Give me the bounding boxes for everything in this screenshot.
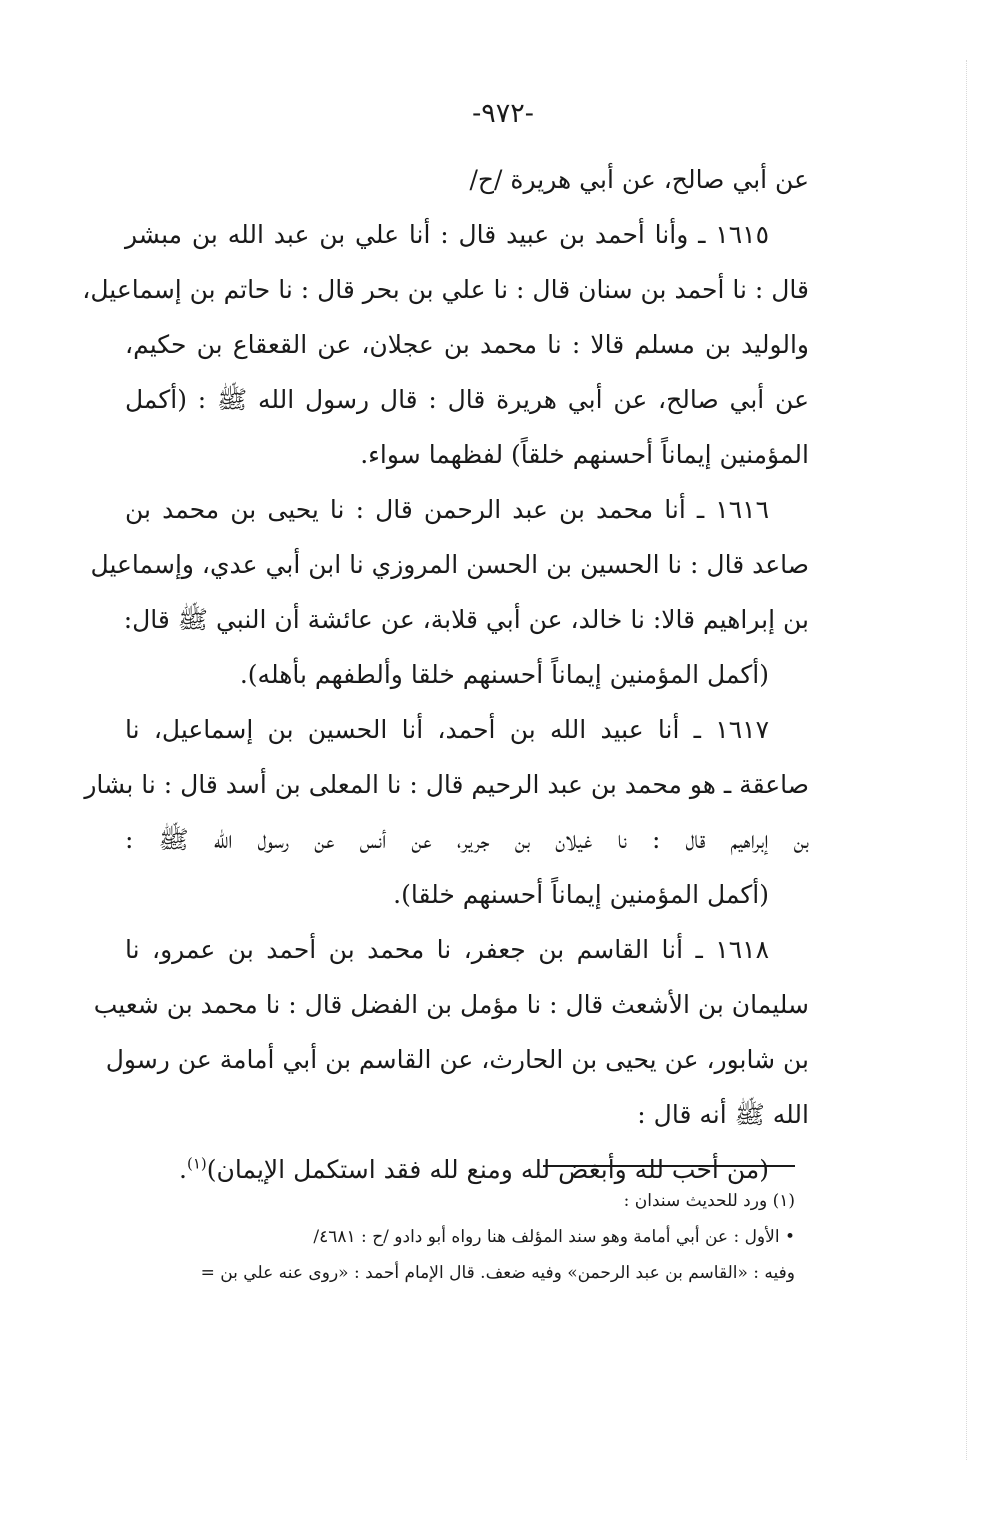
- text-line: صاعد قال : نا الحسين بن الحسن المروزي نا ابن أبي عدي، وإسماعيل: [90, 550, 809, 579]
- footnotes: [95, 1183, 795, 1291]
- hadith-1617-line: ١٦١٧ ـ أنا عبيد الله بن أحمد، أنا الحسين بن إسماعيل، نا: [125, 715, 769, 744]
- text-line: الله ﷺ أنه قال :: [637, 1100, 809, 1129]
- text-line: والوليد بن مسلم قالا : نا محمد بن عجلان، عن القعقاع بن حكيم،: [125, 330, 809, 359]
- hadith-1616-line: ١٦١٦ ـ أنا محمد بن عبد الرحمن قال : نا يحيى بن محمد بن: [125, 495, 769, 524]
- scan-edge-line: [966, 60, 967, 1460]
- text-line: عن أبي صالح، عن أبي هريرة قال : قال رسول الله ﷺ : (أكمل: [125, 385, 809, 414]
- main-text: [82, 152, 809, 1197]
- hadith-1618-line: ١٦١٨ ـ أنا القاسم بن جعفر، نا محمد بن أحمد بن عمرو، نا: [125, 935, 769, 964]
- text-line: بن إبراهيم قالا: نا خالد، عن أبي قلابة، عن عائشة أن النبي ﷺ قال:: [123, 605, 809, 634]
- hadith-quote: (أكمل المؤمنين إيماناً أحسنهم خلقا وألطفهم بأهله).: [239, 660, 769, 689]
- text-line: بن شابور، عن يحيى بن الحارث، عن القاسم بن أبي أمامة عن رسول: [105, 1045, 809, 1074]
- text-line: قال : نا أحمد بن سنان قال : نا علي بن بحر قال : نا حاتم بن إسماعيل،: [82, 275, 809, 304]
- text-line: المؤمنين إيماناً أحسنهم خلقاً) لفظهما سواء.: [360, 440, 809, 469]
- text-line: صاعقة ـ هو محمد بن عبد الرحيم قال : نا المعلى بن أسد قال : نا بشار: [84, 770, 809, 799]
- footnote-line: (١) ورد للحديث سندان :: [623, 1191, 795, 1211]
- quote-text: (من أحب لله وأبغض لله ومنع لله فقد استكمل الإيمان): [206, 1155, 769, 1184]
- final-period: .: [179, 1155, 187, 1184]
- footnote-marker: (١): [187, 1154, 207, 1173]
- hadith-quote: (أكمل المؤمنين إيماناً أحسنهم خلقا).: [393, 880, 769, 909]
- footnote-line: وفيه : «القاسم بن عبد الرحمن» وفيه ضعف. قال الإمام أحمد : «روى عنه علي بن =: [200, 1263, 795, 1283]
- text-line: سليمان بن الأشعث قال : نا مؤمل بن الفضل قال : نا محمد بن شعيب: [93, 990, 809, 1019]
- footnote-divider: [543, 1165, 795, 1167]
- hadith-1615-line: ١٦١٥ ـ وأنا أحمد بن عبيد قال : أنا علي بن عبد الله بن مبشر: [125, 220, 769, 249]
- page-number: -٩٧٢-: [472, 98, 534, 129]
- text-line: بن إبراهيم قال : نا غيلان بن جرير، عن أنس عن رسول الله ﷺ :: [125, 825, 809, 854]
- footnote-line: • الأول : عن أبي أمامة وهو سند المؤلف هنا رواه أبو دادو /ح : ٤٦٨١/: [313, 1227, 795, 1247]
- text-line: عن أبي صالح، عن أبي هريرة /ح/: [469, 165, 809, 194]
